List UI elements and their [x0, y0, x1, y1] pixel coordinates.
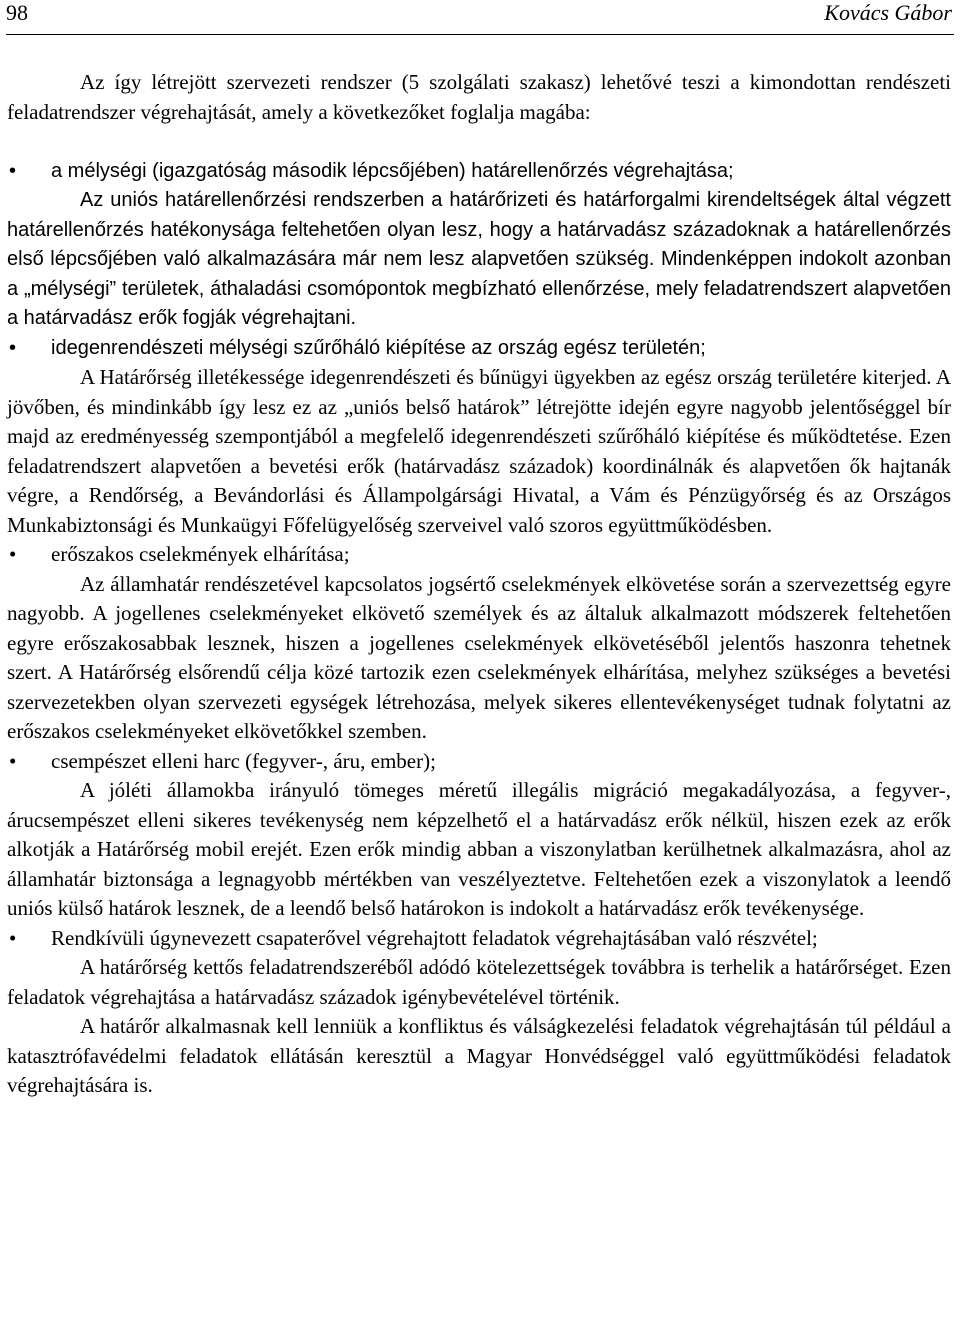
list-item: [7, 157, 951, 334]
page-header: [0, 0, 960, 36]
page-number: 98: [6, 0, 28, 25]
bullet-heading: [7, 540, 951, 570]
body-paragraph: A Határőrség illetékessége idegenrendészeti és bűnügyi ügyekben az egész ország területére kiterjed. A jövőben, és mindinkább így lesz ez az „uniós belső határok” létrejötte idején egyre nagyobb jelentőséggel bír majd az eredményesség szempontjából a megfelelő idegenrendészeti szűrőháló kiépítése és működtetése. Ezen feladatrendszert alapvetően a bevetési erők (határvadász századok) koordinálnák és alapvetően ők hajtanák végre, a Rendőrség, a Bevándorlási és Állampolgársági Hivatal, a Vám és Pénzügyőrség és az Országos Munkabiztonsági és Munkaügyi Főfelügyelőség szerveivel való szoros együttműködésben.: [7, 365, 951, 537]
bullet-icon: •: [9, 748, 17, 773]
bullet-heading: [7, 157, 951, 187]
bullet-icon: •: [9, 542, 17, 566]
bullet-heading: [7, 924, 951, 954]
body-paragraph: Az uniós határellenőrzési rendszerben a határőrizeti és határforgalmi kirendeltségek által végzett határellenőrzés hatékonysága feltehetően olyan lesz, hogy a határvadász századoknak a határellenőrzés első lépcsőjében való alkalmazására már nem lesz alapvetően szükség. Mindenképpen indokolt azonban a „mélységi” területek, áthaladási csomópontok megbízható ellenőrzése, mely feladatrendszert alapvetően a határvadász erők fogják végrehajtani.: [7, 189, 951, 329]
body-paragraph: A határőrség kettős feladatrendszeréből adódó kötelezettségek továbbra is terhelik a határőrséget. Ezen feladatok végrehajtása a határvadász századok igénybevételével történik.: [7, 955, 951, 1009]
list-item: [7, 540, 951, 747]
bullet-text: erőszakos cselekmények elhárítása;: [51, 542, 350, 566]
bullet-text: idegenrendészeti mélységi szűrőháló kiépítése az ország egész területén;: [51, 336, 706, 359]
body-paragraph: A jóléti államokba irányuló tömeges méretű illegális migráció megakadályozása, a fegyver-, árucsempészet elleni sikeres tevékenység nem képzelhető el a határvadász erők nélkül, hiszen ezek az erők alkotják a Határőrség mobil erejét. Ezen erők mindig abban a viszonylatban kerülhetnek alkalmazásra, ahol az államhatár biztonsága a legnagyobb mértékben van veszélyeztetve. Feltehetően ezek a viszonylatok a leendő uniós külső határok lesznek, de a leendő belső határokon is indokolt a határvadász erők tevékenysége.: [7, 778, 951, 920]
list-item: [7, 747, 951, 924]
bullet-text: a mélységi (igazgatóság második lépcsőjében) határellenőrzés végrehajtása;: [51, 159, 734, 182]
list-item: [7, 924, 951, 1101]
bullet-heading: [7, 747, 951, 777]
bullet-text: Rendkívüli úgynevezett csapaterővel végrehajtott feladatok végrehajtásában való részvétel;: [51, 925, 818, 950]
bullet-icon: •: [9, 336, 17, 359]
bullet-icon: •: [9, 159, 17, 182]
body-paragraph: A határőr alkalmasnak kell lenniük a konfliktus és válságkezelési feladatok végrehajtásán túl például a katasztrófavédelmi feladatok ellátásán keresztül a Magyar Honvédséggel való együttműködési feladatok végrehajtására is.: [7, 1014, 951, 1097]
running-author: Kovács Gábor: [824, 0, 952, 25]
bullet-heading: [7, 334, 951, 364]
header-rule: [6, 34, 954, 35]
bullet-icon: •: [9, 925, 17, 950]
body-paragraph: Az államhatár rendészetével kapcsolatos jogsértő cselekmények elkövetése során a szervezettség egyre nagyobb. A jogellenes cselekményeket elkövető személyek és az általuk alkalmazott módszerek feltehetően egyre erőszakosabbak lesznek, hiszen a jogellenes cselekmények elkövetéséből jelentős haszonra tehetnek szert. A Határőrség elsőrendű célja közé tartozik ezen cselekmények elhárítása, melyhez szükséges a bevetési szervezetekben olyan szervezeti egységek létrehozása, melyek sikeres ellentevékenységet tudnak folytatni az erőszakos cselekményeket elkövetőkkel szemben.: [7, 571, 951, 743]
list-item: [7, 334, 951, 541]
intro-paragraph: Az így létrejött szervezeti rendszer (5 szolgálati szakasz) lehetővé teszi a kimondottan rendészeti feladatrendszer végrehajtását, amely a következőket foglalja magába:: [7, 70, 951, 124]
page-body: [7, 68, 951, 1101]
bullet-text: csempészet elleni harc (fegyver-, áru, ember);: [51, 748, 436, 773]
